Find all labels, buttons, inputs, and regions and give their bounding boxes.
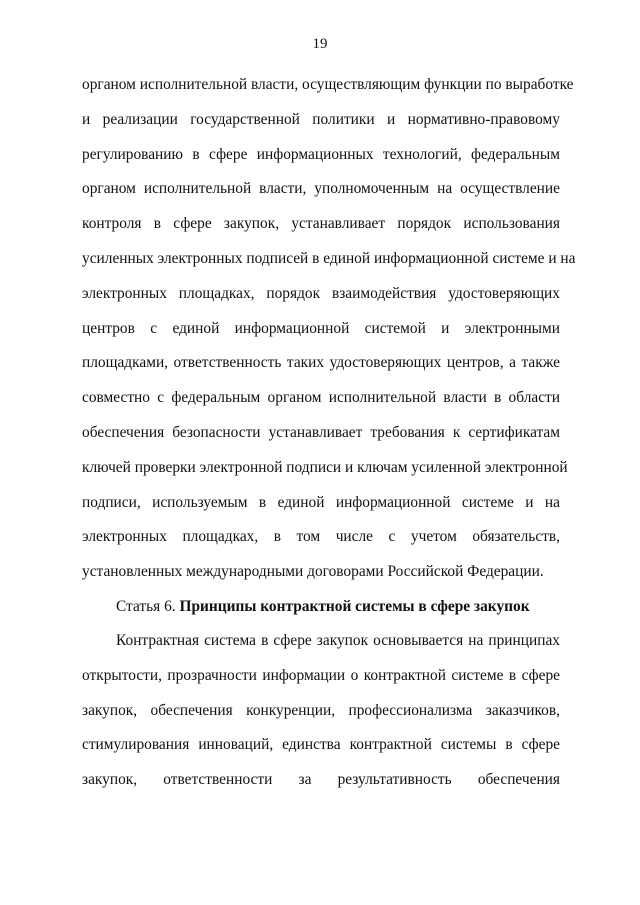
paragraph-line: усиленных электронных подписей в единой информационной системе и на [82,249,576,267]
paragraph-line: контроля в сфере закупок, устанавливает порядок использования [82,215,560,233]
paragraph-line: органом исполнительной власти, уполномоченным на осуществление [82,180,560,198]
paragraph-line-last: установленных международными договорами Российской Федерации. [82,563,544,581]
paragraph-line: закупок, ответственности за результативность обеспечения [82,771,560,789]
paragraph-line: регулированию в сфере информационных технологий, федеральным [82,145,560,163]
paragraph-line: и реализации государственной политики и нормативно-правовому [82,110,560,128]
paragraph-line: электронных площадках, порядок взаимодействия удостоверяющих [82,284,560,302]
article-paragraph [82,624,560,798]
page-number: 19 [312,36,328,52]
paragraph-line: обеспечения безопасности устанавливает требования к сертификатам [82,423,560,441]
article-heading-line [82,590,560,625]
paragraph-line: подписи, используемым в единой информационной системе и на [82,493,560,511]
paragraph-line: электронных площадках, в том числе с учетом обязательств, [82,528,560,546]
paragraph-line: закупок, обеспечения конкуренции, профессионализма заказчиков, [82,701,560,719]
article-heading [82,590,560,625]
paragraph-line: ключей проверки электронной подписи и ключам усиленной электронной [82,458,568,476]
article-title: Принципы контрактной системы в сфере закупок [179,598,530,615]
paragraph-line: площадками, ответственность таких удостоверяющих центров, а также [82,354,560,372]
paragraph-line: стимулирования инноваций, единства контрактной системы в сфере [82,736,560,754]
paragraph-line: органом исполнительной власти, осуществляющим функции по выработке [82,76,574,93]
paragraph-line: открытости, прозрачности информации о контрактной системе в сфере [82,666,560,684]
paragraph-continued [82,68,576,590]
paragraph-line: совместно с федеральным органом исполнительной власти в области [82,389,560,407]
article-number: Статья 6. [116,598,180,615]
paragraph-line-first: Контрактная система в сфере закупок основывается на принципах [116,632,560,649]
paragraph-line: центров с единой информационной системой и электронными [82,319,560,337]
